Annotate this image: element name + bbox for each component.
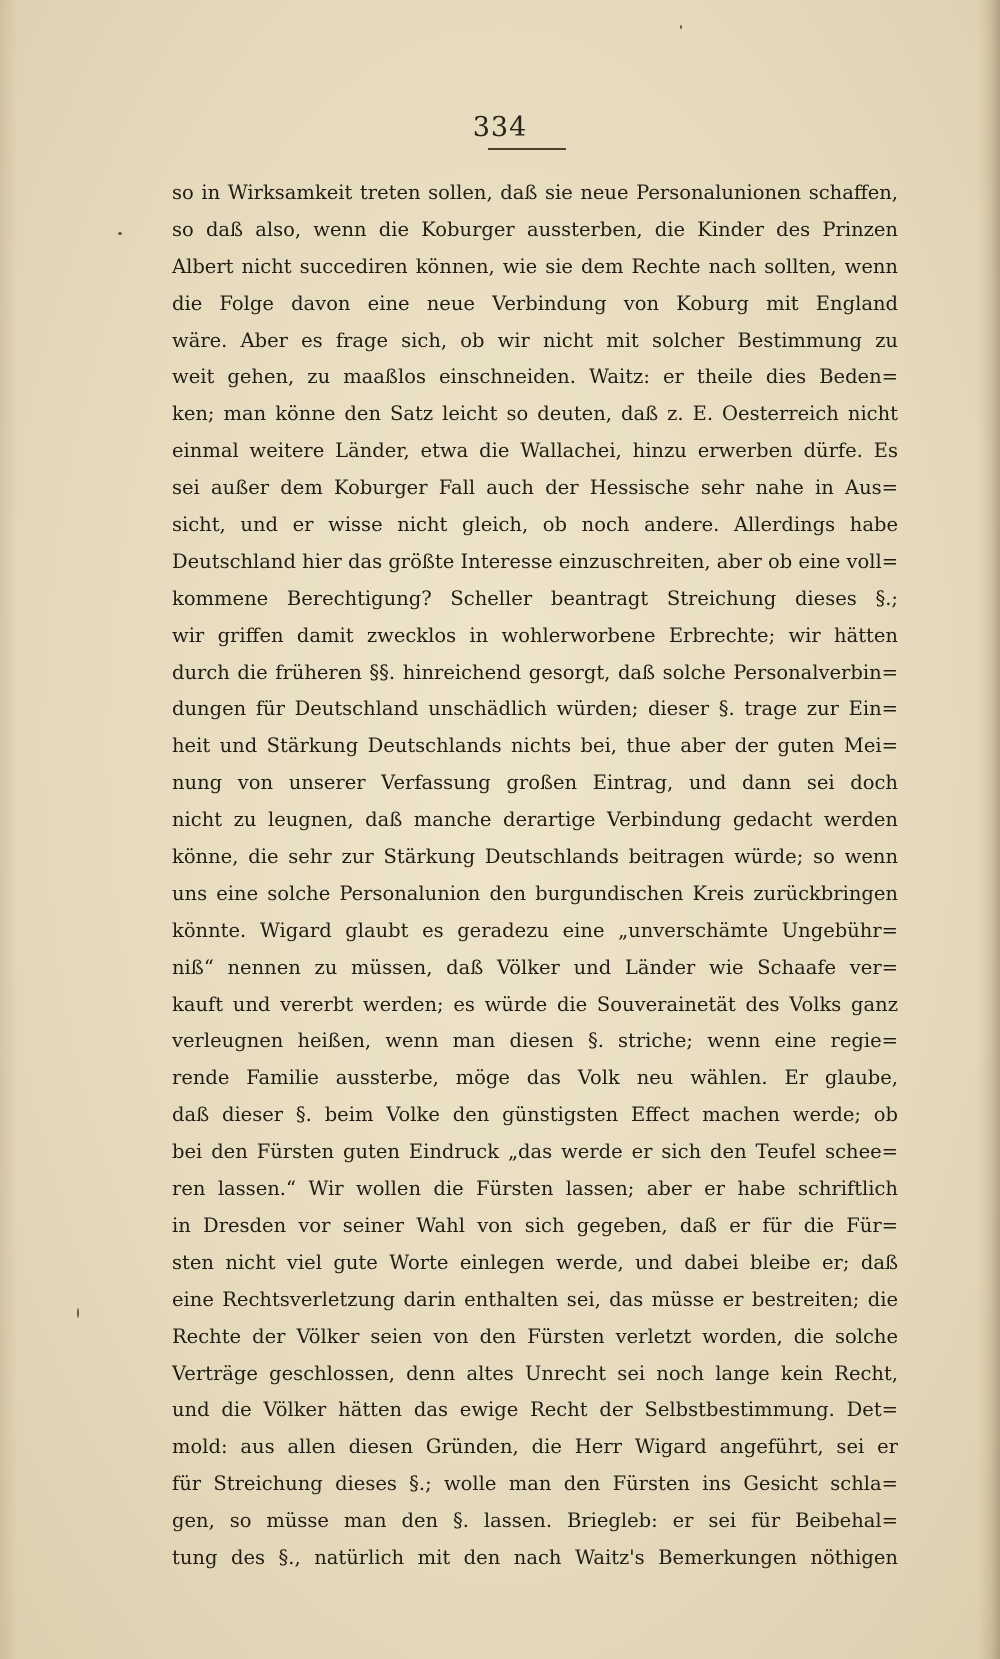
text-line: nung von unserer Verfassung großen Eintrag, und dann sei doch [172, 771, 898, 795]
text-line: durch die früheren §§. hinreichend gesorgt, daß solche Personalverbin= [172, 660, 898, 684]
text-line: kauft und vererbt werden; es würde die Souverainetät des Volks ganz [172, 992, 898, 1016]
text-line: Rechte der Völker seien von den Fürsten verletzt worden, die solche [172, 1324, 898, 1348]
text-line: verleugnen heißen, wenn man diesen §. striche; wenn eine regie= [172, 1029, 898, 1053]
text-line: niß“ nennen zu müssen, daß Völker und Länder wie Schaafe ver= [172, 955, 898, 979]
text-line: könne, die sehr zur Stärkung Deutschlands beitragen würde; so wenn [172, 845, 898, 869]
text-line: wäre. Aber es frage sich, ob wir nicht mit solcher Bestimmung zu [172, 328, 898, 352]
paper-speck [680, 25, 682, 29]
text-line: uns eine solche Personalunion den burgundischen Kreis zurückbringen [172, 881, 898, 905]
text-line: und die Völker hätten das ewige Recht der Selbstbestimmung. Det= [172, 1398, 898, 1422]
text-line: Verträge geschlossen, denn altes Unrecht sei noch lange kein Recht, [172, 1361, 898, 1385]
text-line: die Folge davon eine neue Verbindung von Koburg mit England [172, 291, 898, 315]
paper-speck [77, 1308, 79, 1318]
body-text [172, 175, 898, 1577]
text-line: weit gehen, zu maaßlos einschneiden. Waitz: er theile dies Beden= [172, 365, 898, 389]
text-line: daß dieser §. beim Volke den günstigsten Effect machen werde; ob [172, 1103, 898, 1127]
text-line: rende Familie aussterbe, möge das Volk neu wählen. Er glaube, [172, 1066, 898, 1090]
text-line: eine Rechtsverletzung darin enthalten sei, das müsse er bestreiten; die [172, 1287, 898, 1311]
text-line: sicht, und er wisse nicht gleich, ob noch andere. Allerdings habe [172, 513, 898, 537]
text-line: sten nicht viel gute Worte einlegen werde, und dabei bleibe er; daß [172, 1250, 898, 1274]
text-line: ken; man könne den Satz leicht so deuten, daß z. E. Oesterreich nicht [172, 402, 898, 426]
page-number: 334 [472, 112, 528, 143]
text-line: so in Wirksamkeit treten sollen, daß sie neue Personalunionen schaffen, [172, 181, 898, 204]
text-line: so daß also, wenn die Koburger aussterben, die Kinder des Prinzen [172, 217, 898, 241]
text-line: tung des §., natürlich mit den nach Waitz's Bemerkungen nöthigen [172, 1545, 898, 1569]
page-shadow-right [978, 0, 1000, 1659]
text-line: sei außer dem Koburger Fall auch der Hessische sehr nahe in Aus= [172, 476, 898, 500]
text-line: gen, so müsse man den §. lassen. Briegleb: er sei für Beibehal= [172, 1509, 898, 1533]
text-line: Deutschland hier das größte Interesse einzuschreiten, aber ob eine voll= [172, 549, 898, 573]
page-shadow-left [0, 0, 18, 1659]
text-line: wir griffen damit zwecklos in wohlerworbene Erbrechte; wir hätten [172, 623, 898, 647]
text-line: heit und Stärkung Deutschlands nichts bei, thue aber der guten Mei= [172, 734, 898, 758]
paper-speck [118, 232, 122, 235]
text-line: nicht zu leugnen, daß manche derartige Verbindung gedacht werden [172, 808, 898, 832]
text-line: kommene Berechtigung? Scheller beantragt Streichung dieses §.; [172, 586, 898, 610]
text-line: könnte. Wigard glaubt es geradezu eine „unverschämte Ungebühr= [172, 918, 898, 942]
text-line: Albert nicht succediren können, wie sie dem Rechte nach sollten, wenn [172, 254, 898, 278]
page-number-rule [488, 148, 566, 150]
text-line: dungen für Deutschland unschädlich würden; dieser §. trage zur Ein= [172, 697, 898, 721]
text-line: einmal weitere Länder, etwa die Wallachei, hinzu erwerben dürfe. Es [172, 439, 898, 463]
text-line: in Dresden vor seiner Wahl von sich gegeben, daß er für die Für= [172, 1213, 898, 1237]
text-line: bei den Fürsten guten Eindruck „das werde er sich den Teufel schee= [172, 1140, 898, 1164]
text-line: ren lassen.“ Wir wollen die Fürsten lassen; aber er habe schriftlich [172, 1177, 898, 1201]
text-line: für Streichung dieses §.; wolle man den Fürsten ins Gesicht schla= [172, 1472, 898, 1496]
text-line: mold: aus allen diesen Gründen, die Herr Wigard angeführt, sei er [172, 1435, 898, 1459]
